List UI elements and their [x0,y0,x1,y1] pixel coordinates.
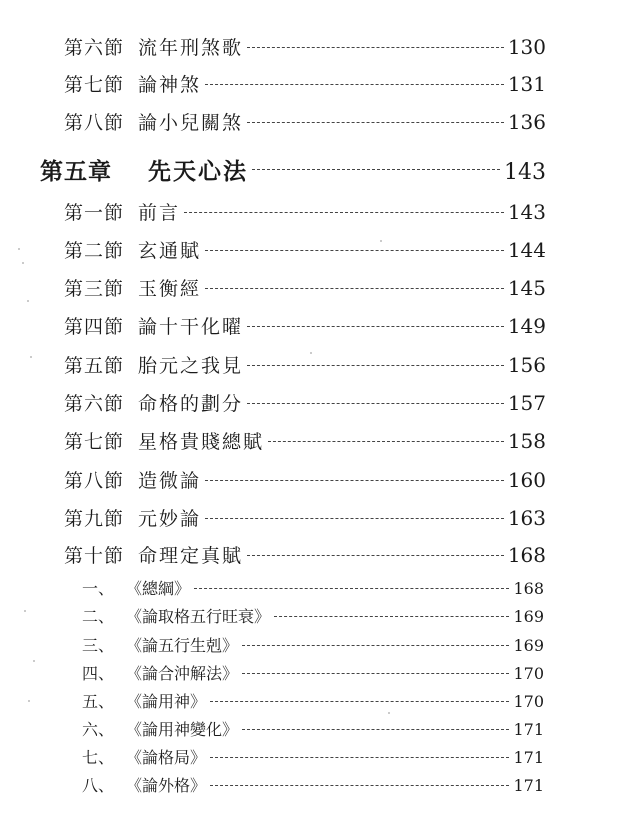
subentry-number: 八、 [82,776,115,795]
subentry-page: 171 [513,776,544,795]
entry-number: 第一節 [64,202,125,224]
entry-number: 第十節 [64,545,125,567]
chapter-title: 先天心法 [148,158,248,185]
entry-page: 168 [507,543,546,567]
entry-title: 論十干化曜 [138,316,244,338]
entry-title: 論小兒關煞 [138,112,244,134]
entry-number: 第七節 [64,74,125,96]
dotted-leader [205,84,504,85]
entry-page: 157 [507,391,546,415]
subentry-title: 《總綱》 [126,579,191,598]
entry-page: 136 [507,110,546,134]
dotted-leader [274,616,509,617]
scan-speck [33,660,35,662]
entry-title: 命理定真賦 [138,545,244,567]
dotted-leader [247,47,504,48]
dotted-leader [184,212,504,213]
dotted-leader [242,645,509,646]
entry-number: 第七節 [64,431,125,453]
entry-title: 元妙論 [138,508,202,530]
subentry-number: 二、 [82,607,115,626]
entry-title: 命格的劃分 [138,393,244,415]
toc-subentry-1 [82,576,544,600]
subentry-title: 《論取格五行旺衰》 [126,607,271,626]
toc-entry-sec-2 [64,236,546,264]
scan-speck [28,700,30,702]
entry-page: 149 [507,314,546,338]
entry-page: 143 [507,200,546,224]
toc-subentry-3 [82,633,544,657]
toc-subentry-6 [82,717,544,741]
entry-number: 第六節 [64,393,125,415]
toc-entry-sec-9 [64,504,546,532]
dotted-leader [247,122,504,123]
toc-entry-sec-8-b [64,466,546,494]
dotted-leader [210,757,509,758]
subentry-page: 170 [513,664,544,683]
chapter-page: 143 [504,160,546,185]
subentry-number: 五、 [82,692,115,711]
subentry-title: 《論格局》 [126,748,207,767]
scan-speck [18,248,20,250]
entry-page: 160 [507,468,546,492]
subentry-page: 171 [513,720,544,739]
dotted-leader [194,588,509,589]
entry-page: 163 [507,506,546,530]
scan-speck [30,356,32,358]
dotted-leader [247,326,504,327]
entry-number: 第九節 [64,508,125,530]
toc-entry-sec-5 [64,351,546,379]
toc-entry-chapter-5 [40,153,546,185]
scan-speck [27,300,29,302]
scan-speck [24,610,26,612]
toc-entry-sec-4 [64,312,546,340]
entry-number: 第三節 [64,278,125,300]
toc-entry-sec-7-b [64,427,546,455]
dotted-leader [205,480,504,481]
entry-title: 造微論 [138,470,202,492]
subentry-title: 《論外格》 [126,776,207,795]
entry-page: 130 [507,35,546,59]
dotted-leader [205,288,504,289]
subentry-page: 169 [513,636,544,655]
toc-entry-sec-3 [64,274,546,302]
toc-entry-sec-8-a [64,108,546,136]
toc-subentry-7 [82,745,544,769]
entry-number: 第六節 [64,37,125,59]
entry-page: 156 [507,353,546,377]
dotted-leader [210,785,509,786]
scan-speck [380,240,382,242]
subentry-title: 《論用神變化》 [126,720,239,739]
scan-speck [388,712,390,714]
chapter-number: 第五章 [40,158,112,185]
toc-subentry-4 [82,661,544,685]
entry-page: 144 [507,238,546,262]
entry-title: 論神煞 [138,74,202,96]
entry-number: 第五節 [64,355,125,377]
toc-entry-sec-6-a [64,33,546,61]
dotted-leader [242,729,509,730]
subentry-number: 四、 [82,664,115,683]
subentry-page: 168 [513,579,544,598]
subentry-number: 七、 [82,748,115,767]
scan-speck [22,262,24,264]
entry-title: 胎元之我見 [138,355,244,377]
entry-page: 158 [507,429,546,453]
subentry-title: 《論五行生剋》 [126,636,239,655]
toc-entry-sec-10 [64,541,546,569]
entry-page: 145 [507,276,546,300]
dotted-leader [242,673,509,674]
subentry-number: 六、 [82,720,115,739]
entry-title: 玄通賦 [138,240,202,262]
dotted-leader [252,169,500,170]
entry-title: 玉衡經 [138,278,202,300]
dotted-leader [247,555,504,556]
subentry-page: 170 [513,692,544,711]
subentry-page: 171 [513,748,544,767]
subentry-number: 一、 [82,579,115,598]
entry-title: 流年刑煞歌 [138,37,244,59]
entry-title: 星格貴賤總賦 [138,431,265,453]
subentry-page: 169 [513,607,544,626]
toc-subentry-8 [82,773,544,797]
toc-subentry-2 [82,604,544,628]
dotted-leader [205,518,504,519]
entry-number: 第八節 [64,112,125,134]
dotted-leader [205,250,504,251]
entry-page: 131 [507,72,546,96]
scan-speck [310,352,312,354]
entry-number: 第四節 [64,316,125,338]
subentry-title: 《論合沖解法》 [126,664,239,683]
entry-number: 第二節 [64,240,125,262]
toc-entry-sec-1 [64,198,546,226]
toc-subentry-5 [82,689,544,713]
dotted-leader [247,365,504,366]
dotted-leader [247,403,504,404]
toc-entry-sec-7-a [64,70,546,98]
dotted-leader [268,441,504,442]
entry-title: 前言 [138,202,181,224]
dotted-leader [210,701,509,702]
toc-entry-sec-6-b [64,389,546,417]
entry-number: 第八節 [64,470,125,492]
subentry-number: 三、 [82,636,115,655]
subentry-title: 《論用神》 [126,692,207,711]
